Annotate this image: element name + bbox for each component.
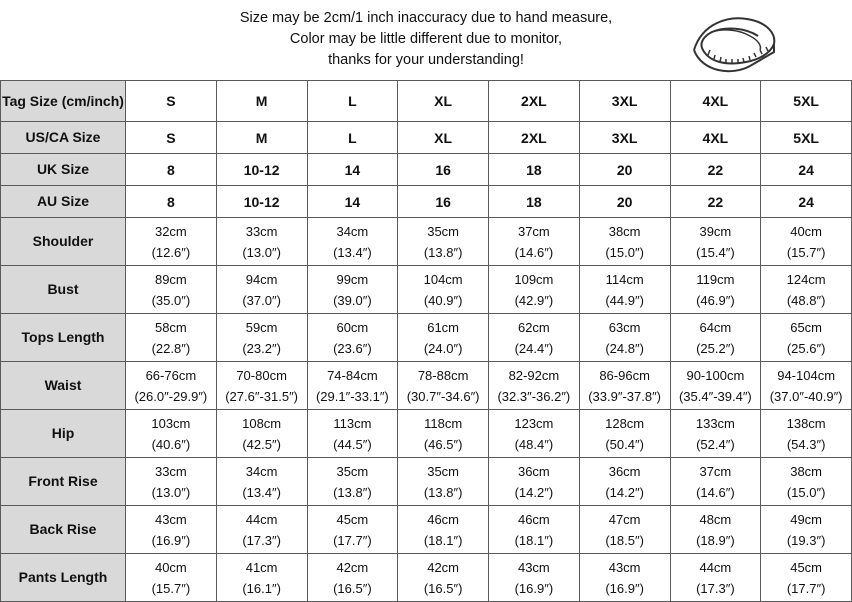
measurement-cell bbox=[307, 362, 398, 410]
inch-value: (48.8″) bbox=[786, 292, 826, 308]
inch-value: (17.7″) bbox=[786, 580, 826, 596]
inch-value: (35.0″) bbox=[151, 292, 191, 308]
measurement-cell bbox=[670, 362, 761, 410]
inch-value: (27.6″-31.5″) bbox=[225, 388, 299, 404]
size-cell: XL bbox=[398, 81, 489, 122]
measurement-cell bbox=[126, 506, 217, 554]
cm-value: 32cm bbox=[154, 223, 187, 239]
cm-value: 47cm bbox=[608, 511, 641, 527]
size-cell: 10-12 bbox=[216, 154, 307, 186]
size-cell: 14 bbox=[307, 186, 398, 218]
measurement-cell bbox=[307, 314, 398, 362]
cm-value: 78-88cm bbox=[417, 367, 469, 383]
measurement-row bbox=[1, 554, 852, 602]
inch-value: (18.9″) bbox=[696, 532, 735, 548]
notice-line-1: Size may be 2cm/1 inch inaccuracy due to hand measure, bbox=[239, 10, 613, 26]
measurement-row bbox=[1, 218, 852, 266]
cm-value: 86-96cm bbox=[599, 367, 650, 383]
cm-value: 45cm bbox=[790, 559, 823, 575]
cm-value: 42cm bbox=[336, 559, 369, 575]
inch-value: (14.6″) bbox=[514, 244, 554, 260]
cm-value: 37cm bbox=[699, 463, 732, 479]
measurement-cell bbox=[307, 218, 398, 266]
cm-value: 62cm bbox=[517, 319, 550, 335]
inch-value: (16.9″) bbox=[151, 532, 191, 548]
measurement-cell bbox=[216, 410, 307, 458]
size-cell: 20 bbox=[579, 154, 670, 186]
cm-value: 59cm bbox=[245, 319, 278, 335]
inch-value: (16.9″) bbox=[514, 580, 554, 596]
inch-value: (24.0″) bbox=[423, 340, 463, 356]
cm-value: 38cm bbox=[790, 463, 823, 479]
cm-value: 35cm bbox=[427, 223, 460, 239]
inch-value: (14.2″) bbox=[514, 484, 554, 500]
size-cell: 10-12 bbox=[216, 186, 307, 218]
inch-value: (17.7″) bbox=[333, 532, 372, 548]
inch-value: (32.3″-36.2″) bbox=[497, 388, 571, 404]
cm-value: 42cm bbox=[427, 559, 460, 575]
cm-value: 103cm bbox=[151, 415, 191, 431]
measurement-cell bbox=[489, 362, 580, 410]
measurement-cell bbox=[579, 410, 670, 458]
measurement-cell bbox=[216, 458, 307, 506]
cm-value: 74-84cm bbox=[327, 367, 378, 383]
size-cell: 18 bbox=[489, 154, 580, 186]
size-cell: L bbox=[307, 122, 398, 154]
measurement-cell bbox=[489, 554, 580, 602]
measurement-cell bbox=[398, 218, 489, 266]
cm-value: 138cm bbox=[786, 415, 826, 431]
cm-value: 46cm bbox=[517, 511, 550, 527]
measurement-cell bbox=[307, 458, 398, 506]
tag-size-row bbox=[1, 81, 852, 122]
inch-value: (42.9″) bbox=[514, 292, 554, 308]
measurement-cell bbox=[216, 506, 307, 554]
notice-line-3: thanks for your understanding! bbox=[328, 52, 524, 68]
cm-value: 118cm bbox=[424, 415, 463, 431]
cm-value: 43cm bbox=[608, 559, 641, 575]
inch-value: (48.4″) bbox=[514, 436, 554, 452]
measurement-cell bbox=[761, 362, 852, 410]
measurement-cell bbox=[489, 410, 580, 458]
measurement-cell bbox=[398, 266, 489, 314]
inch-value: (22.8″) bbox=[151, 340, 191, 356]
cm-value: 48cm bbox=[699, 511, 732, 527]
inch-value: (46.9″) bbox=[696, 292, 735, 308]
cm-value: 82-92cm bbox=[508, 367, 560, 383]
measurement-cell bbox=[670, 458, 761, 506]
measurement-cell bbox=[398, 506, 489, 554]
inch-value: (33.9″-37.8″) bbox=[588, 388, 662, 404]
inch-value: (37.0″-40.9″) bbox=[769, 388, 843, 404]
inch-value: (40.6″) bbox=[151, 436, 191, 452]
measurement-cell bbox=[126, 458, 217, 506]
cm-value: 33cm bbox=[154, 463, 187, 479]
cm-value: 43cm bbox=[154, 511, 187, 527]
cm-value: 128cm bbox=[605, 415, 645, 431]
cm-value: 114cm bbox=[605, 271, 644, 287]
measurement-cell bbox=[216, 218, 307, 266]
cm-value: 65cm bbox=[790, 319, 823, 335]
size-chart-table bbox=[0, 80, 852, 602]
notice-line-2: Color may be little different due to monitor, bbox=[289, 31, 563, 47]
measurement-cell bbox=[670, 506, 761, 554]
cm-value: 108cm bbox=[242, 415, 282, 431]
inch-value: (16.5″) bbox=[333, 580, 372, 596]
inch-value: (13.0″) bbox=[242, 244, 281, 260]
inch-value: (12.6″) bbox=[151, 244, 191, 260]
measurement-cell bbox=[489, 506, 580, 554]
inch-value: (39.0″) bbox=[333, 292, 372, 308]
inch-value: (50.4″) bbox=[605, 436, 644, 452]
inch-value: (13.8″) bbox=[333, 484, 372, 500]
inch-value: (44.5″) bbox=[333, 436, 372, 452]
measurement-cell bbox=[670, 554, 761, 602]
measurement-cell bbox=[307, 554, 398, 602]
inch-value: (16.1″) bbox=[242, 580, 281, 596]
size-row bbox=[1, 154, 852, 186]
cm-value: 99cm bbox=[336, 271, 369, 287]
size-cell: M bbox=[216, 122, 307, 154]
measurement-cell bbox=[761, 266, 852, 314]
measurement-cell bbox=[761, 506, 852, 554]
cm-value: 119cm bbox=[696, 271, 735, 287]
cm-value: 63cm bbox=[608, 319, 641, 335]
cm-value: 94cm bbox=[245, 271, 278, 287]
cm-value: 38cm bbox=[608, 223, 641, 239]
cm-value: 89cm bbox=[154, 271, 187, 287]
measurement-cell bbox=[398, 410, 489, 458]
row-label: Hip bbox=[1, 410, 126, 458]
size-cell: 22 bbox=[670, 186, 761, 218]
inch-value: (18.1″) bbox=[423, 532, 463, 548]
measurement-cell bbox=[670, 218, 761, 266]
inch-value: (54.3″) bbox=[786, 436, 826, 452]
size-cell: M bbox=[216, 81, 307, 122]
measurement-cell bbox=[670, 314, 761, 362]
measurement-row bbox=[1, 362, 852, 410]
measurement-cell bbox=[307, 410, 398, 458]
size-cell: 18 bbox=[489, 186, 580, 218]
cm-value: 64cm bbox=[699, 319, 732, 335]
measurement-cell bbox=[761, 314, 852, 362]
cm-value: 44cm bbox=[245, 511, 278, 527]
measurement-cell bbox=[489, 314, 580, 362]
measurement-cell bbox=[126, 554, 217, 602]
size-row bbox=[1, 186, 852, 218]
row-label: Tops Length bbox=[1, 314, 126, 362]
inch-value: (17.3″) bbox=[242, 532, 281, 548]
inch-value: (19.3″) bbox=[786, 532, 826, 548]
cm-value: 61cm bbox=[427, 319, 460, 335]
measurement-cell bbox=[579, 362, 670, 410]
row-label: UK Size bbox=[1, 154, 126, 186]
measurement-cell bbox=[579, 266, 670, 314]
inch-value: (18.1″) bbox=[514, 532, 554, 548]
size-cell: 24 bbox=[761, 186, 852, 218]
inch-value: (40.9″) bbox=[423, 292, 463, 308]
measurement-cell bbox=[216, 266, 307, 314]
inch-value: (46.5″) bbox=[423, 436, 463, 452]
cm-value: 34cm bbox=[245, 463, 278, 479]
cm-value: 124cm bbox=[786, 271, 826, 287]
inch-value: (18.5″) bbox=[605, 532, 644, 548]
cm-value: 36cm bbox=[517, 463, 550, 479]
size-cell: 2XL bbox=[489, 81, 580, 122]
size-cell: 4XL bbox=[670, 122, 761, 154]
measuring-tape-icon bbox=[688, 10, 780, 78]
size-cell: 16 bbox=[398, 154, 489, 186]
inch-value: (37.0″) bbox=[242, 292, 281, 308]
measurement-cell bbox=[761, 218, 852, 266]
inch-value: (13.8″) bbox=[423, 484, 463, 500]
inch-value: (52.4″) bbox=[696, 436, 735, 452]
cm-value: 113cm bbox=[333, 415, 372, 431]
inch-value: (29.1″-33.1″) bbox=[315, 388, 389, 404]
inch-value: (13.0″) bbox=[151, 484, 191, 500]
inch-value: (14.2″) bbox=[605, 484, 644, 500]
inch-value: (13.4″) bbox=[333, 244, 372, 260]
cm-value: 70-80cm bbox=[236, 367, 287, 383]
size-cell: 8 bbox=[126, 154, 217, 186]
cm-value: 44cm bbox=[699, 559, 732, 575]
size-cell: 20 bbox=[579, 186, 670, 218]
measurement-cell bbox=[670, 266, 761, 314]
notice-text bbox=[60, 8, 792, 71]
inch-value: (23.2″) bbox=[242, 340, 281, 356]
cm-value: 94-104cm bbox=[777, 367, 836, 383]
size-cell: 4XL bbox=[670, 81, 761, 122]
measurement-cell bbox=[307, 506, 398, 554]
size-cell: S bbox=[126, 81, 217, 122]
cm-value: 104cm bbox=[423, 271, 463, 287]
notice-header bbox=[0, 0, 852, 80]
row-label: Waist bbox=[1, 362, 126, 410]
size-cell: 2XL bbox=[489, 122, 580, 154]
measurement-row bbox=[1, 266, 852, 314]
size-cell: 16 bbox=[398, 186, 489, 218]
cm-value: 133cm bbox=[695, 415, 735, 431]
cm-value: 90-100cm bbox=[686, 367, 745, 383]
measurement-cell bbox=[398, 554, 489, 602]
row-label: Shoulder bbox=[1, 218, 126, 266]
measurement-cell bbox=[489, 218, 580, 266]
cm-value: 41cm bbox=[245, 559, 278, 575]
size-cell: 14 bbox=[307, 154, 398, 186]
inch-value: (15.0″) bbox=[605, 244, 644, 260]
measurement-cell bbox=[307, 266, 398, 314]
row-label: Back Rise bbox=[1, 506, 126, 554]
cm-value: 39cm bbox=[699, 223, 732, 239]
cm-value: 40cm bbox=[154, 559, 187, 575]
row-label: AU Size bbox=[1, 186, 126, 218]
row-label: US/CA Size bbox=[1, 122, 126, 154]
cm-value: 45cm bbox=[336, 511, 369, 527]
measurement-cell bbox=[670, 410, 761, 458]
measurement-cell bbox=[489, 266, 580, 314]
row-label: Pants Length bbox=[1, 554, 126, 602]
inch-value: (17.3″) bbox=[696, 580, 735, 596]
measurement-cell bbox=[579, 554, 670, 602]
cm-value: 49cm bbox=[790, 511, 823, 527]
inch-value: (13.4″) bbox=[242, 484, 281, 500]
inch-value: (14.6″) bbox=[696, 484, 735, 500]
inch-value: (16.5″) bbox=[423, 580, 463, 596]
inch-value: (26.0″-29.9″) bbox=[134, 388, 208, 404]
cm-value: 123cm bbox=[514, 415, 554, 431]
measurement-cell bbox=[126, 410, 217, 458]
inch-value: (44.9″) bbox=[605, 292, 644, 308]
cm-value: 34cm bbox=[336, 223, 369, 239]
size-cell: 5XL bbox=[761, 81, 852, 122]
measurement-cell bbox=[126, 314, 217, 362]
inch-value: (15.4″) bbox=[696, 244, 735, 260]
measurement-cell bbox=[761, 554, 852, 602]
measurement-cell bbox=[579, 218, 670, 266]
cm-value: 66-76cm bbox=[145, 367, 197, 383]
measurement-cell bbox=[126, 362, 217, 410]
inch-value: (16.9″) bbox=[605, 580, 644, 596]
inch-value: (15.7″) bbox=[786, 244, 826, 260]
inch-value: (15.7″) bbox=[151, 580, 191, 596]
measurement-cell bbox=[398, 362, 489, 410]
cm-value: 35cm bbox=[427, 463, 460, 479]
measurement-cell bbox=[579, 458, 670, 506]
row-label: Bust bbox=[1, 266, 126, 314]
size-cell: 3XL bbox=[579, 122, 670, 154]
measurement-row bbox=[1, 410, 852, 458]
measurement-row bbox=[1, 458, 852, 506]
size-cell: 5XL bbox=[761, 122, 852, 154]
size-cell: S bbox=[126, 122, 217, 154]
cm-value: 46cm bbox=[427, 511, 460, 527]
measurement-cell bbox=[126, 218, 217, 266]
measurement-cell bbox=[216, 554, 307, 602]
inch-value: (15.0″) bbox=[786, 484, 826, 500]
cm-value: 36cm bbox=[608, 463, 641, 479]
cm-value: 40cm bbox=[790, 223, 823, 239]
measurement-cell bbox=[489, 458, 580, 506]
size-row bbox=[1, 122, 852, 154]
row-label: Front Rise bbox=[1, 458, 126, 506]
size-cell: L bbox=[307, 81, 398, 122]
cm-value: 58cm bbox=[154, 319, 187, 335]
size-cell: 3XL bbox=[579, 81, 670, 122]
measurement-cell bbox=[216, 314, 307, 362]
measurement-cell bbox=[398, 314, 489, 362]
measurement-cell bbox=[398, 458, 489, 506]
row-label: Tag Size (cm/inch) bbox=[1, 81, 126, 122]
measurement-row bbox=[1, 506, 852, 554]
cm-value: 43cm bbox=[517, 559, 550, 575]
size-cell: 22 bbox=[670, 154, 761, 186]
measurement-cell bbox=[761, 458, 852, 506]
cm-value: 37cm bbox=[517, 223, 550, 239]
size-cell: 24 bbox=[761, 154, 852, 186]
measurement-row bbox=[1, 314, 852, 362]
cm-value: 33cm bbox=[245, 223, 278, 239]
inch-value: (42.5″) bbox=[242, 436, 281, 452]
inch-value: (23.6″) bbox=[333, 340, 372, 356]
inch-value: (13.8″) bbox=[423, 244, 463, 260]
cm-value: 60cm bbox=[336, 319, 369, 335]
measurement-cell bbox=[126, 266, 217, 314]
inch-value: (35.4″-39.4″) bbox=[678, 388, 752, 404]
size-cell: 8 bbox=[126, 186, 217, 218]
cm-value: 35cm bbox=[336, 463, 369, 479]
cm-value: 109cm bbox=[514, 271, 554, 287]
measurement-cell bbox=[579, 506, 670, 554]
inch-value: (24.8″) bbox=[605, 340, 644, 356]
inch-value: (30.7″-34.6″) bbox=[406, 388, 480, 404]
inch-value: (25.2″) bbox=[696, 340, 735, 356]
size-cell: XL bbox=[398, 122, 489, 154]
measurement-cell bbox=[216, 362, 307, 410]
measurement-cell bbox=[579, 314, 670, 362]
inch-value: (24.4″) bbox=[514, 340, 554, 356]
inch-value: (25.6″) bbox=[786, 340, 826, 356]
measurement-cell bbox=[761, 410, 852, 458]
